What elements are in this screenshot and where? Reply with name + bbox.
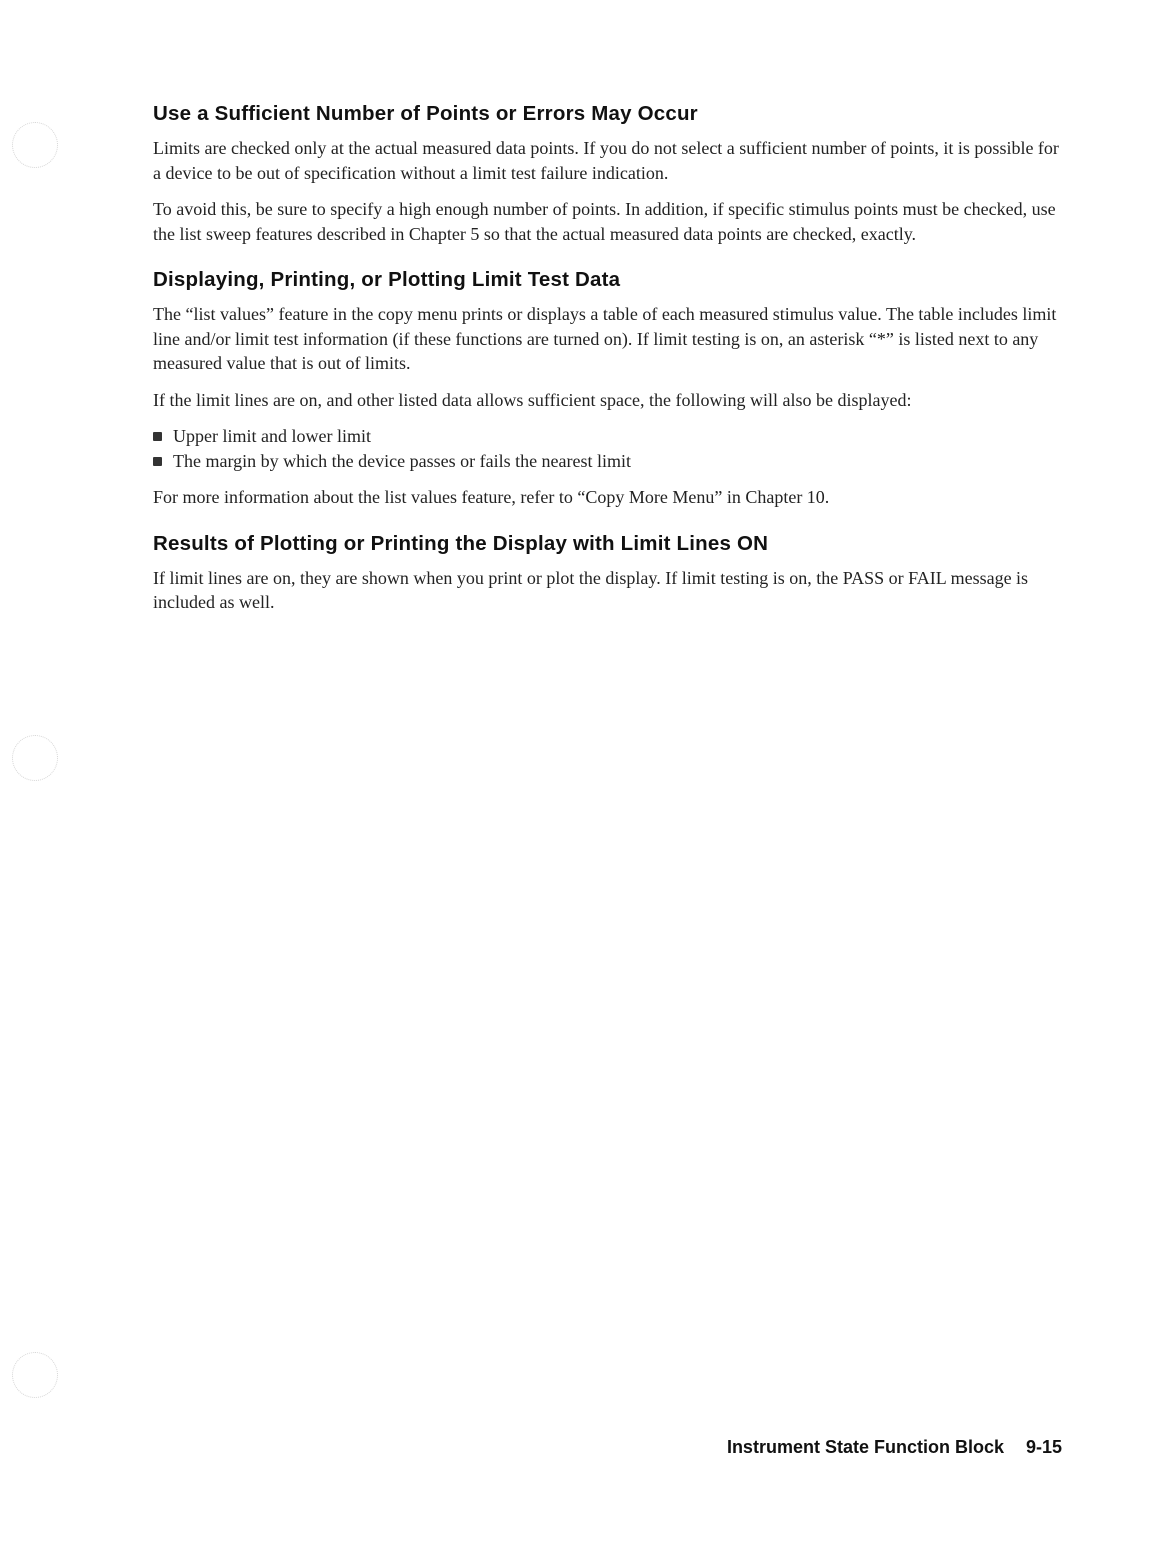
bullet-list [153,424,1063,473]
section-limit-test-data [153,268,1063,510]
binder-hole-middle [12,735,58,781]
list-item-text: Upper limit and lower limit [173,426,371,446]
section-heading: Use a Sufficient Number of Points or Errors May Occur [153,102,698,125]
bullet-icon [153,457,162,466]
paragraph: For more information about the list values feature, refer to “Copy More Menu” in Chapter 10. [153,487,830,507]
paragraph: Limits are checked only at the actual measured data points. If you do not select a sufficient number of points, it is possible for a device to be out of specification without a limit test failure indication. [153,138,1059,183]
section-plotting-limit-lines [153,532,1063,615]
list-item [153,424,1063,449]
list-item-text: The margin by which the device passes or fails the nearest limit [173,450,632,471]
section-heading: Displaying, Printing, or Plotting Limit Test Data [153,268,621,291]
paragraph: To avoid this, be sure to specify a high enough number of points. In addition, if specific stimulus points must be checked, use the list sweep features described in Chapter 5 so that the actual measured data points are checked, exactly. [153,199,1056,244]
binder-hole-top [12,122,58,168]
list-item [153,449,1063,474]
page-content [153,102,1063,627]
binder-hole-bottom [12,1352,58,1398]
footer-title: Instrument State Function Block [726,1437,1004,1457]
bullet-icon [153,432,162,441]
paragraph: The “list values” feature in the copy menu prints or displays a table of each measured stimulus value. The table includes limit line and/or limit test information (if these functions are turned on). If limit testing is on, an asterisk “*” is listed next to any measured value that is out of limits. [153,304,1057,373]
section-heading: Results of Plotting or Printing the Display with Limit Lines ON [153,531,769,555]
page-footer [700,1437,1062,1458]
section-sufficient-points [153,102,1063,246]
paragraph: If the limit lines are on, and other listed data allows sufficient space, the following will also be displayed: [153,389,912,410]
page-number: 9-15 [1025,1437,1062,1457]
paragraph: If limit lines are on, they are shown when you print or plot the display. If limit testing is on, the PASS or FAIL message is included as well. [153,567,1029,612]
